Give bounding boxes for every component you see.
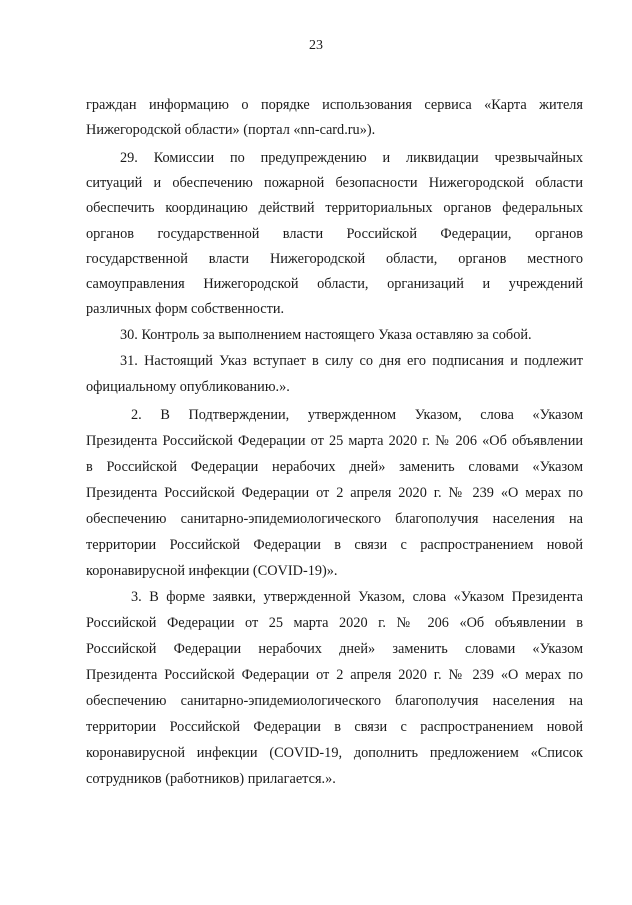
text-line: Российской Федерации нерабочих дней» заменить словами «Указом bbox=[86, 641, 583, 657]
text-line: территории Российской Федерации в связи с распространением новой bbox=[86, 537, 583, 553]
text-line: 29. Комиссии по предупреждению и ликвидации чрезвычайных bbox=[120, 150, 583, 166]
text-line: Российской Федерации от 25 марта 2020 г. № 206 «Об объявлении в bbox=[86, 615, 583, 631]
text-line: сотрудников (работников) прилагается.». bbox=[86, 771, 336, 787]
text-line: органов государственной власти Российской Федерации, органов bbox=[86, 226, 583, 242]
text-line: 2. В Подтверждении, утвержденном Указом, слова «Указом bbox=[131, 407, 583, 423]
text-line: обеспечению санитарно-эпидемиологического благополучия населения на bbox=[86, 511, 583, 527]
text-line: самоуправления Нижегородской области, организаций и учреждений bbox=[86, 276, 583, 292]
text-line: Президента Российской Федерации от 2 апреля 2020 г. № 239 «О мерах по bbox=[86, 485, 583, 501]
text-line: Президента Российской Федерации от 25 марта 2020 г. № 206 «Об объявлении bbox=[86, 433, 583, 449]
text-line: 3. В форме заявки, утвержденной Указом, слова «Указом Президента bbox=[131, 589, 583, 605]
text-line: обеспечить координацию действий территориальных органов федеральных bbox=[86, 200, 583, 216]
text-line: территории Российской Федерации в связи с распространением новой bbox=[86, 719, 583, 735]
text-line: Нижегородской области» (портал «nn-card.ru»). bbox=[86, 122, 376, 138]
text-line: коронавирусной инфекции (COVID-19, дополнить предложением «Список bbox=[86, 745, 583, 761]
text-line: государственной власти Нижегородской области, органов местного bbox=[86, 251, 583, 267]
text-line: в Российской Федерации нерабочих дней» заменить словами «Указом bbox=[86, 459, 583, 475]
text-line: различных форм собственности. bbox=[86, 301, 285, 317]
text-line: коронавирусной инфекции (COVID-19)». bbox=[86, 563, 338, 579]
text-line: обеспечению санитарно-эпидемиологического благополучия населения на bbox=[86, 693, 583, 709]
text-line: Президента Российской Федерации от 2 апреля 2020 г. № 239 «О мерах по bbox=[86, 667, 583, 683]
text-line: 31. Настоящий Указ вступает в силу со дня его подписания и подлежит bbox=[120, 353, 583, 369]
text-line: ситуаций и обеспечению пожарной безопасности Нижегородской области bbox=[86, 175, 583, 191]
text-line: граждан информацию о порядке использования сервиса «Карта жителя bbox=[86, 97, 583, 113]
text-line: 30. Контроль за выполнением настоящего Указа оставляю за собой. bbox=[120, 327, 532, 343]
page-number: 23 bbox=[309, 38, 323, 53]
text-line: официальному опубликованию.». bbox=[86, 379, 290, 395]
